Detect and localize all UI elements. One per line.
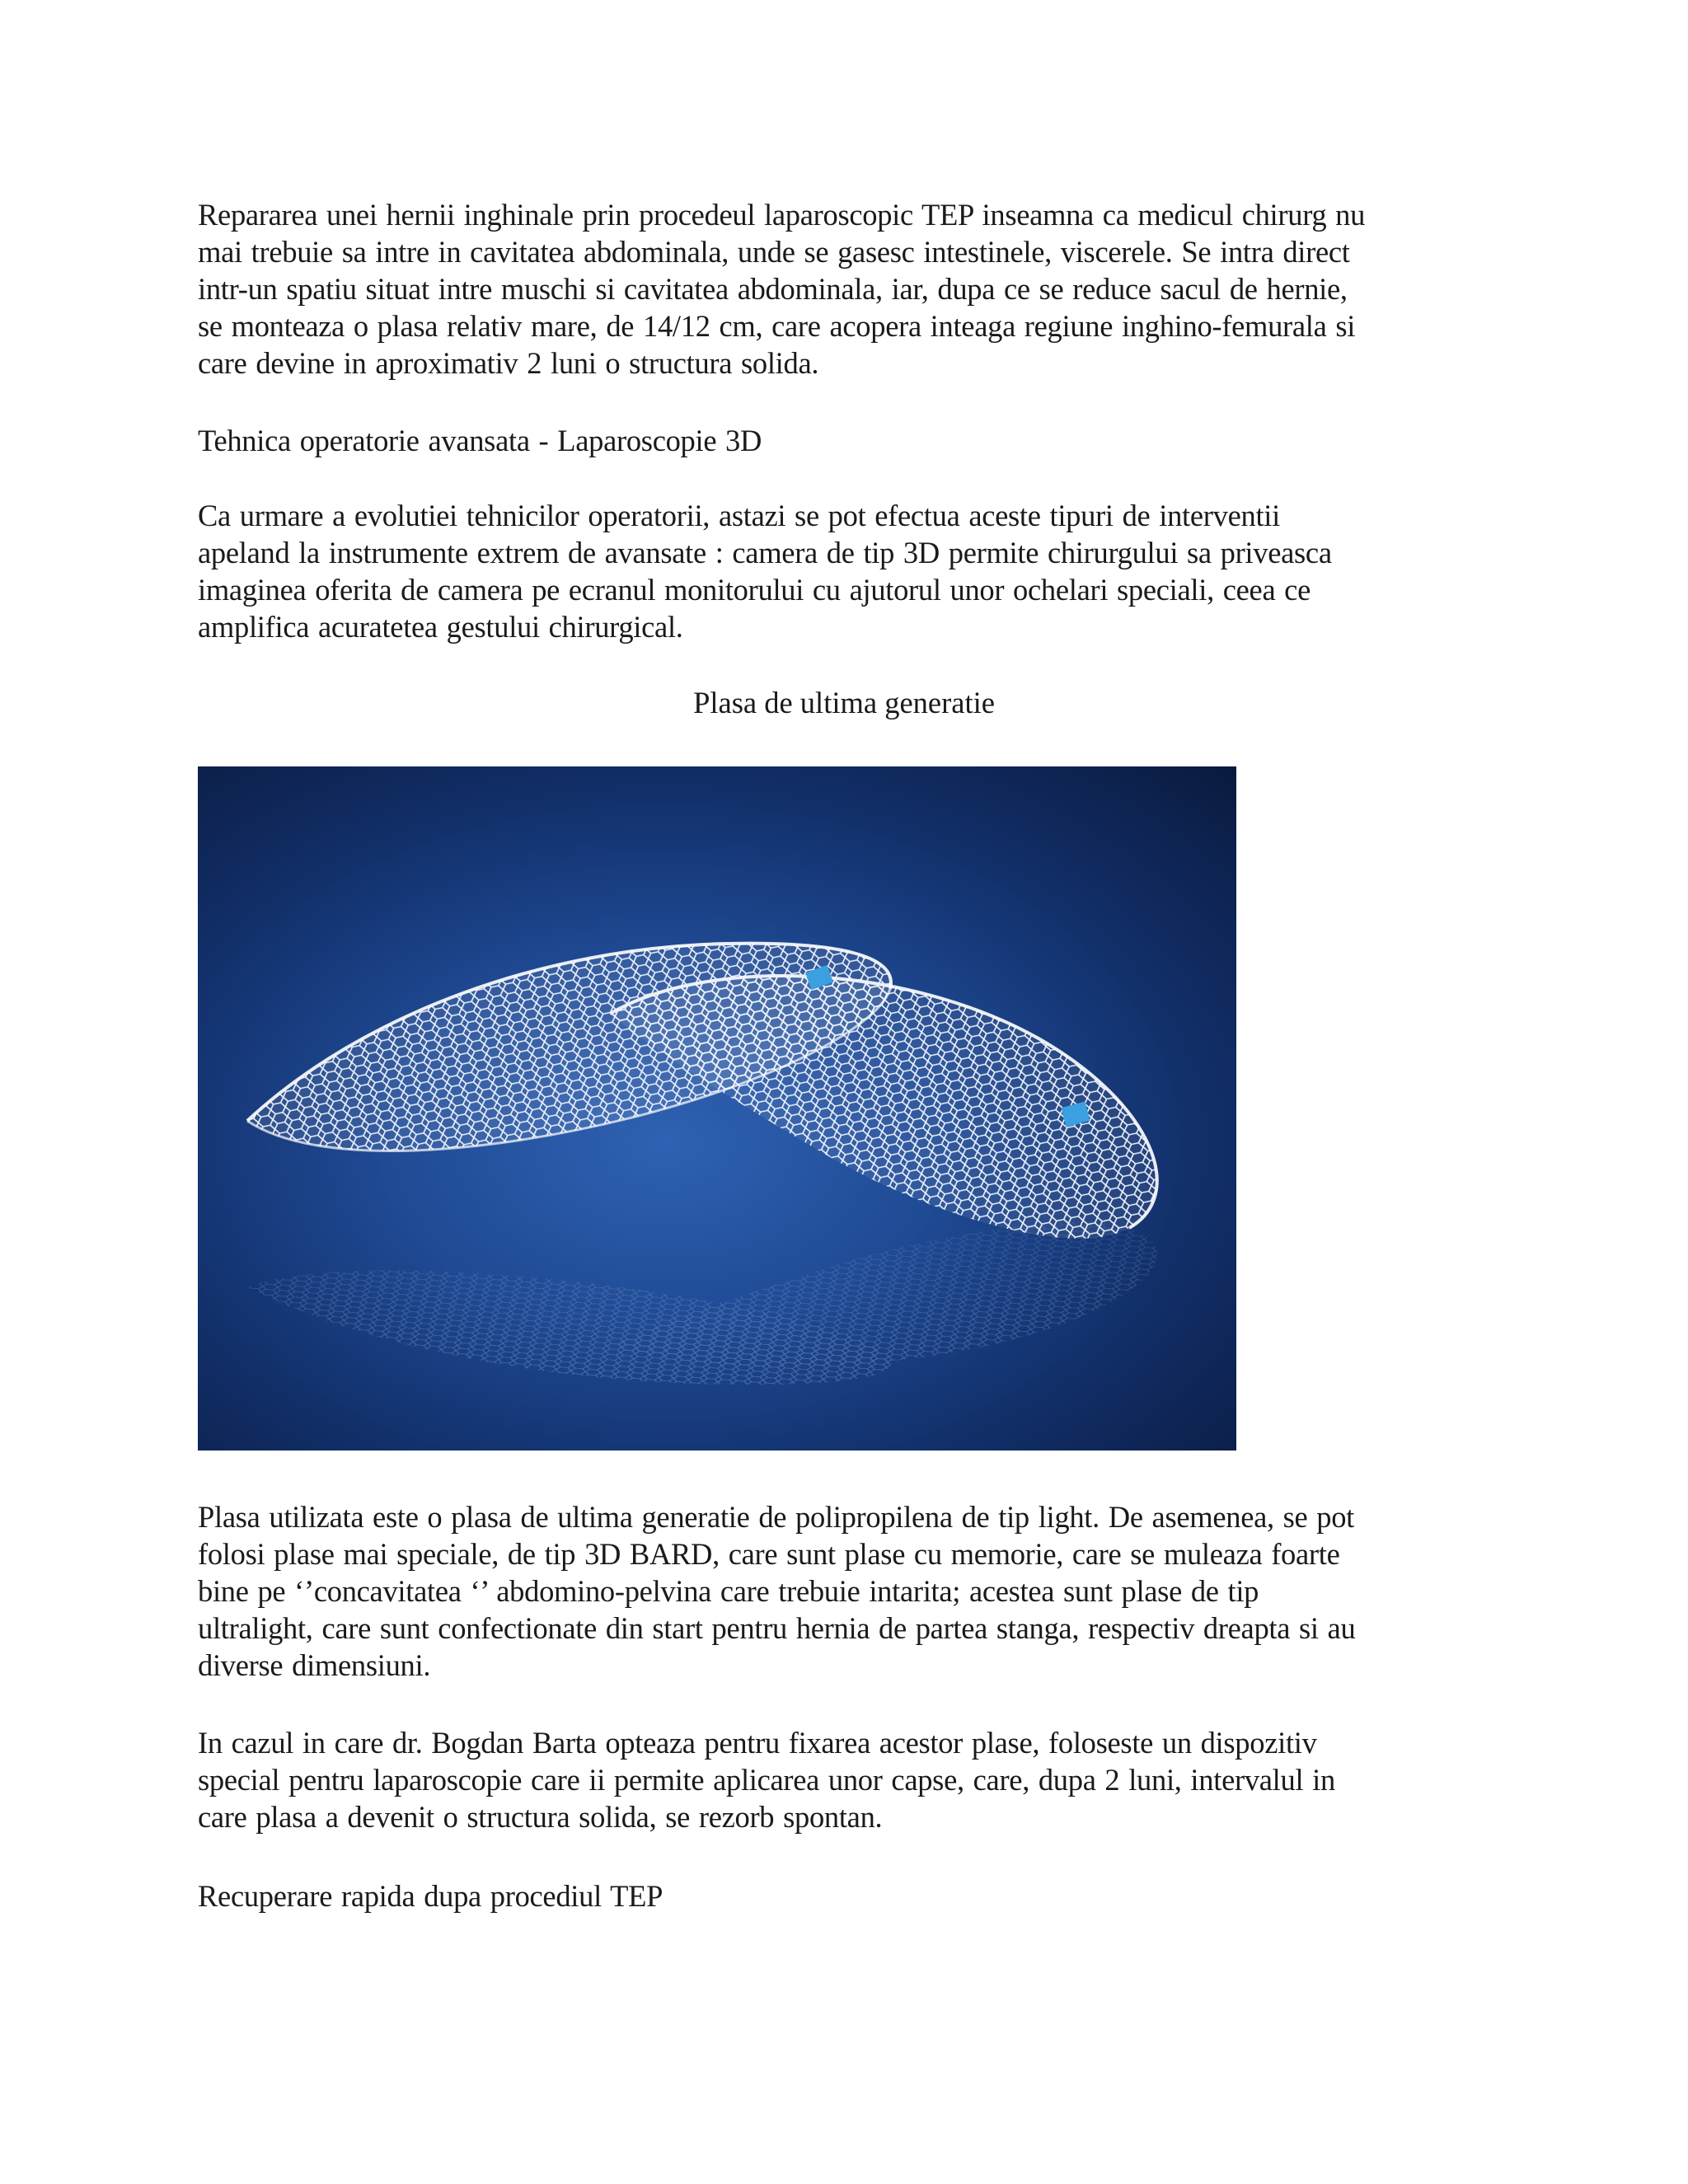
- text-line: apeland la instrumente extrem de avansate : camera de tip 3D permite chirurgului sa priveasca: [198, 536, 1332, 569]
- section-heading-recovery: [198, 1877, 1484, 1915]
- text-line: folosi plase mai speciale, de tip 3D BARD, care sunt plase cu memorie, care se muleaza foarte: [198, 1537, 1340, 1571]
- text-line: diverse dimensiuni.: [198, 1648, 431, 1682]
- text-line: se monteaza o plasa relativ mare, de 14/12 cm, care acopera inteaga regiune inghino-femurala si: [198, 309, 1356, 343]
- text-line: mai trebuie sa intre in cavitatea abdominala, unde se gasesc intestinele, viscerele. Se intra direct: [198, 235, 1350, 269]
- text-line: intr-un spatiu situat intre muschi si cavitatea abdominala, iar, dupa ce se reduce sacul de hernie,: [198, 272, 1348, 306]
- section-heading-3d-laparoscopy: [198, 422, 1484, 459]
- paragraph-tep-procedure: [198, 196, 1484, 382]
- text-line: bine pe ‘’concavitatea ‘’ abdomino-pelvina care trebuie intarita; acestea sunt plase de tip: [198, 1574, 1259, 1608]
- heading-text: Recuperare rapida dupa procediul TEP: [198, 1879, 663, 1913]
- paragraph-mesh-description: [198, 1498, 1484, 1684]
- text-line: Repararea unei hernii inghinale prin procedeul laparoscopic TEP inseamna ca medicul chirurg nu: [198, 198, 1366, 232]
- heading-text: Tehnica operatorie avansata - Laparoscopie 3D: [198, 424, 762, 457]
- mesh-illustration: [198, 766, 1236, 1451]
- text-line: amplifica acuratetea gestului chirurgical.: [198, 610, 683, 644]
- text-line: ultralight, care sunt confectionate din start pentru hernia de partea stanga, respectiv dreapta si au: [198, 1611, 1356, 1645]
- text-line: imaginea oferita de camera pe ecranul monitorului cu ajutorul unor ochelari speciali, ceea ce: [198, 573, 1311, 607]
- text-line: care plasa a devenit o structura solida, se rezorb spontan.: [198, 1800, 883, 1834]
- text-line: care devine in aproximativ 2 luni o structura solida.: [198, 346, 819, 380]
- paragraph-mesh-fixation: [198, 1724, 1484, 1835]
- text-line: Plasa utilizata este o plasa de ultima generatie de polipropilena de tip light. De asemenea, se pot: [198, 1500, 1355, 1534]
- paragraph-3d-technique: [198, 497, 1484, 645]
- mesh-reflection: [247, 1222, 1157, 1385]
- text-line: Ca urmare a evolutiei tehnicilor operatorii, astazi se pot efectua aceste tipuri de interventii: [198, 499, 1280, 532]
- mesh-photo-icon: [198, 766, 1236, 1451]
- figure-caption: Plasa de ultima generatie: [693, 686, 995, 719]
- text-line: special pentru laparoscopie care ii permite aplicarea unor capse, care, dupa 2 luni, intervalul in: [198, 1763, 1335, 1797]
- text-line: In cazul in care dr. Bogdan Barta opteaza pentru fixarea acestor plase, foloseste un dispozitiv: [198, 1726, 1317, 1760]
